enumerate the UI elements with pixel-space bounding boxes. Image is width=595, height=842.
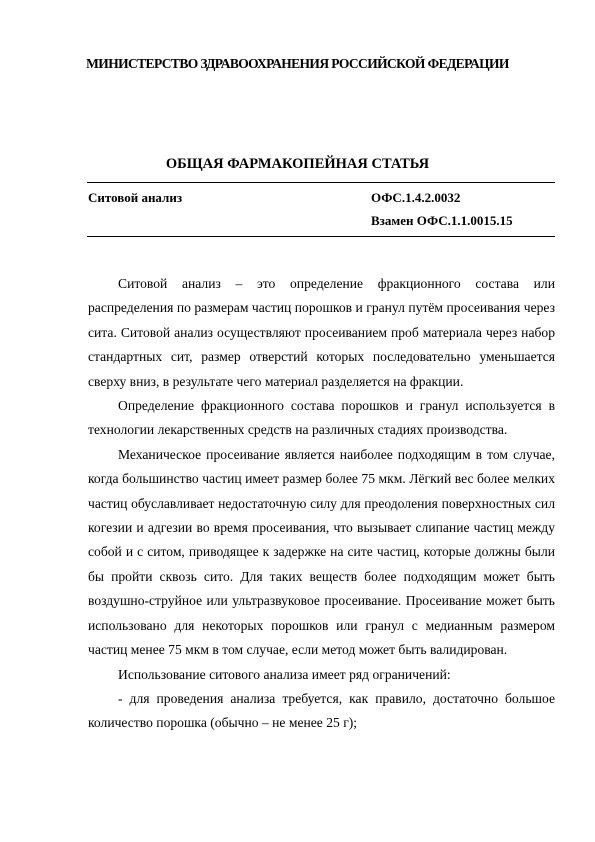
paragraph: Механическое просеивание является наиболее подходящим в том случае, когда большинство частиц имеет размер более 75 мкм. Лёгкий вес более мелких частиц обуславливает недостаточную силу для преодоления поверхностных сил когезии и адгезии во время просеивания, что вызывает слипание частиц между собой и с ситом, приводящее к задержке на сите частиц, которые должны были бы пройти сквозь сито. Для таких веществ более подходящим может быть воздушно-струйное или ультразвуковое просеивание. Просеивание может быть использовано для некоторых порошков или гранул с медианным размером частиц менее 75 мкм в том случае, если метод может быть валидирован. (88, 446, 555, 658)
paragraph: Ситовой анализ – это определение фракционного состава или распределения по размерам частиц порошков и гранул путём просеивания через сита. Ситовой анализ осуществляют просеиванием проб материала через набор стандартных сит, размер отверстий которых последовательно уменьшается сверху вниз, в результате чего материал разделяется на фракции. (88, 276, 555, 389)
header-rule-bottom (87, 236, 555, 237)
article-name: Ситовой анализ (88, 190, 183, 205)
paragraph: Использование ситового анализа имеет ряд ограничений: (118, 666, 451, 682)
ministry-heading: МИНИСТЕРСТВО ЗДРАВООХРАНЕНИЯ РОССИЙСКОЙ ФЕДЕРАЦИИ (86, 56, 509, 71)
paragraph: Определение фракционного состава порошков и гранул используется в технологии лекарственных средств на различных стадиях производства. (88, 398, 555, 438)
header-rule-top (87, 182, 555, 183)
article-replaces: Взамен ОФС.1.1.0015.15 (371, 213, 513, 228)
document-type-title: ОБЩАЯ ФАРМАКОПЕЙНАЯ СТАТЬЯ (165, 156, 430, 172)
article-body (88, 272, 555, 736)
list-item: - для проведения анализа требуется, как правило, достаточно большое количество порошка (обычно – не менее 25 г); (88, 690, 555, 731)
article-code: ОФС.1.4.2.0032 (371, 190, 461, 205)
